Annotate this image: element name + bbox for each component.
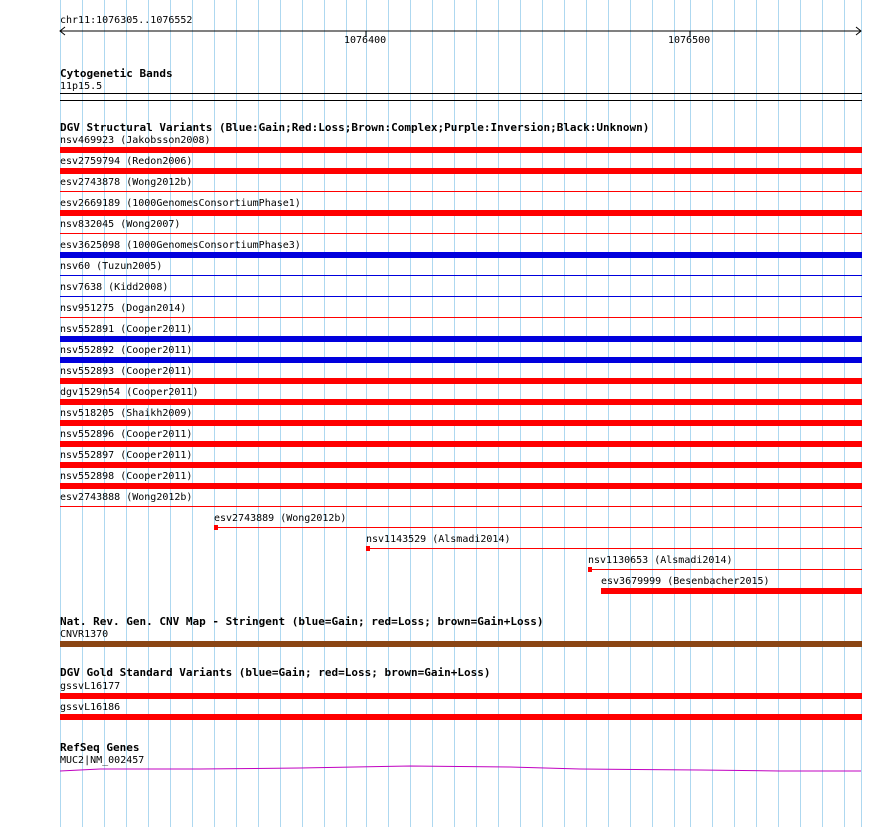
dgv-feature-bar[interactable] bbox=[60, 357, 862, 363]
gold-track-title[interactable]: DGV Gold Standard Variants (blue=Gain; red=Loss; brown=Gain+Loss) bbox=[60, 666, 491, 679]
dgv-feature-bar[interactable] bbox=[60, 317, 862, 318]
cnv-feature-label[interactable]: CNVR1370 bbox=[60, 629, 109, 640]
dgv-feature-bar[interactable] bbox=[60, 506, 862, 507]
dgv-feature-label[interactable]: nsv552893 (Cooper2011) bbox=[60, 366, 193, 377]
dgv-feature-bar[interactable] bbox=[60, 399, 862, 405]
dgv-feature-label[interactable]: esv2743888 (Wong2012b) bbox=[60, 492, 193, 503]
cytoband-bar[interactable] bbox=[60, 93, 862, 101]
gold-feature-bar[interactable] bbox=[60, 714, 862, 720]
cnv-feature-bar[interactable] bbox=[60, 641, 862, 647]
dgv-feature-bar[interactable] bbox=[60, 462, 862, 468]
dgv-feature-bar[interactable] bbox=[60, 191, 862, 192]
dgv-feature-label[interactable]: nsv552898 (Cooper2011) bbox=[60, 471, 193, 482]
dgv-feature-label[interactable]: esv3679999 (Besenbacher2015) bbox=[601, 576, 770, 587]
dgv-feature-label[interactable]: esv2743878 (Wong2012b) bbox=[60, 177, 193, 188]
dgv-feature-start-mark[interactable] bbox=[214, 525, 218, 530]
dgv-feature-label[interactable]: nsv60 (Tuzun2005) bbox=[60, 261, 163, 272]
dgv-feature-label[interactable]: nsv552897 (Cooper2011) bbox=[60, 450, 193, 461]
gold-feature-label[interactable]: gssvL16186 bbox=[60, 702, 121, 713]
dgv-feature-bar[interactable] bbox=[60, 210, 862, 216]
dgv-feature-bar[interactable] bbox=[366, 548, 862, 549]
dgv-feature-label[interactable]: nsv552891 (Cooper2011) bbox=[60, 324, 193, 335]
dgv-track-title[interactable]: DGV Structural Variants (Blue:Gain;Red:Loss;Brown:Complex;Purple:Inversion;Black:Unknown) bbox=[60, 121, 650, 134]
dgv-feature-bar[interactable] bbox=[214, 527, 862, 528]
gold-feature-bar[interactable] bbox=[60, 693, 862, 699]
dgv-feature-bar[interactable] bbox=[60, 441, 862, 447]
cytoband-track-title[interactable]: Cytogenetic Bands bbox=[60, 67, 173, 80]
cytoband-label[interactable]: 11p15.5 bbox=[60, 81, 103, 92]
dgv-feature-bar[interactable] bbox=[60, 168, 862, 174]
dgv-feature-label[interactable]: nsv552896 (Cooper2011) bbox=[60, 429, 193, 440]
dgv-feature-bar[interactable] bbox=[60, 378, 862, 384]
refseq-gene-line[interactable] bbox=[0, 760, 890, 780]
refseq-track-title[interactable]: RefSeq Genes bbox=[60, 741, 140, 754]
dgv-feature-label[interactable]: nsv1143529 (Alsmadi2014) bbox=[366, 534, 511, 545]
dgv-feature-label[interactable]: nsv1130653 (Alsmadi2014) bbox=[588, 555, 733, 566]
dgv-feature-bar[interactable] bbox=[60, 275, 862, 276]
dgv-feature-start-mark[interactable] bbox=[588, 567, 592, 572]
dgv-feature-bar[interactable] bbox=[60, 483, 862, 489]
dgv-feature-label[interactable]: nsv951275 (Dogan2014) bbox=[60, 303, 187, 314]
dgv-feature-start-mark[interactable] bbox=[366, 546, 370, 551]
ruler bbox=[0, 0, 890, 50]
dgv-feature-bar[interactable] bbox=[60, 147, 862, 153]
dgv-feature-label[interactable]: nsv469923 (Jakobsson2008) bbox=[60, 135, 211, 146]
dgv-feature-label[interactable]: nsv832045 (Wong2007) bbox=[60, 219, 181, 230]
dgv-feature-label[interactable]: esv2743889 (Wong2012b) bbox=[214, 513, 347, 524]
gold-feature-label[interactable]: gssvL16177 bbox=[60, 681, 121, 692]
cnv-track-title[interactable]: Nat. Rev. Gen. CNV Map - Stringent (blue=Gain; red=Loss; brown=Gain+Loss) bbox=[60, 615, 544, 628]
dgv-feature-label[interactable]: nsv552892 (Cooper2011) bbox=[60, 345, 193, 356]
dgv-feature-bar[interactable] bbox=[60, 252, 862, 258]
dgv-feature-label[interactable]: dgv1529n54 (Cooper2011) bbox=[60, 387, 199, 398]
ruler-tick-1076500: 1076500 bbox=[668, 35, 711, 46]
dgv-feature-label[interactable]: nsv518205 (Shaikh2009) bbox=[60, 408, 193, 419]
dgv-feature-label[interactable]: nsv7638 (Kidd2008) bbox=[60, 282, 169, 293]
dgv-feature-label[interactable]: esv3625098 (1000GenomesConsortiumPhase3) bbox=[60, 240, 301, 251]
dgv-feature-bar[interactable] bbox=[60, 336, 862, 342]
dgv-feature-label[interactable]: esv2759794 (Redon2006) bbox=[60, 156, 193, 167]
dgv-feature-bar[interactable] bbox=[60, 296, 862, 297]
dgv-feature-label[interactable]: esv2669189 (1000GenomesConsortiumPhase1) bbox=[60, 198, 301, 209]
refseq-gene-label[interactable]: MUC2|NM_002457 bbox=[60, 755, 145, 766]
dgv-feature-bar[interactable] bbox=[60, 420, 862, 426]
dgv-feature-bar[interactable] bbox=[588, 569, 862, 570]
dgv-feature-bar[interactable] bbox=[601, 588, 862, 594]
ruler-tick-1076400: 1076400 bbox=[344, 35, 387, 46]
ruler-range-label: chr11:1076305..1076552 bbox=[60, 15, 193, 26]
dgv-feature-bar[interactable] bbox=[60, 233, 862, 234]
